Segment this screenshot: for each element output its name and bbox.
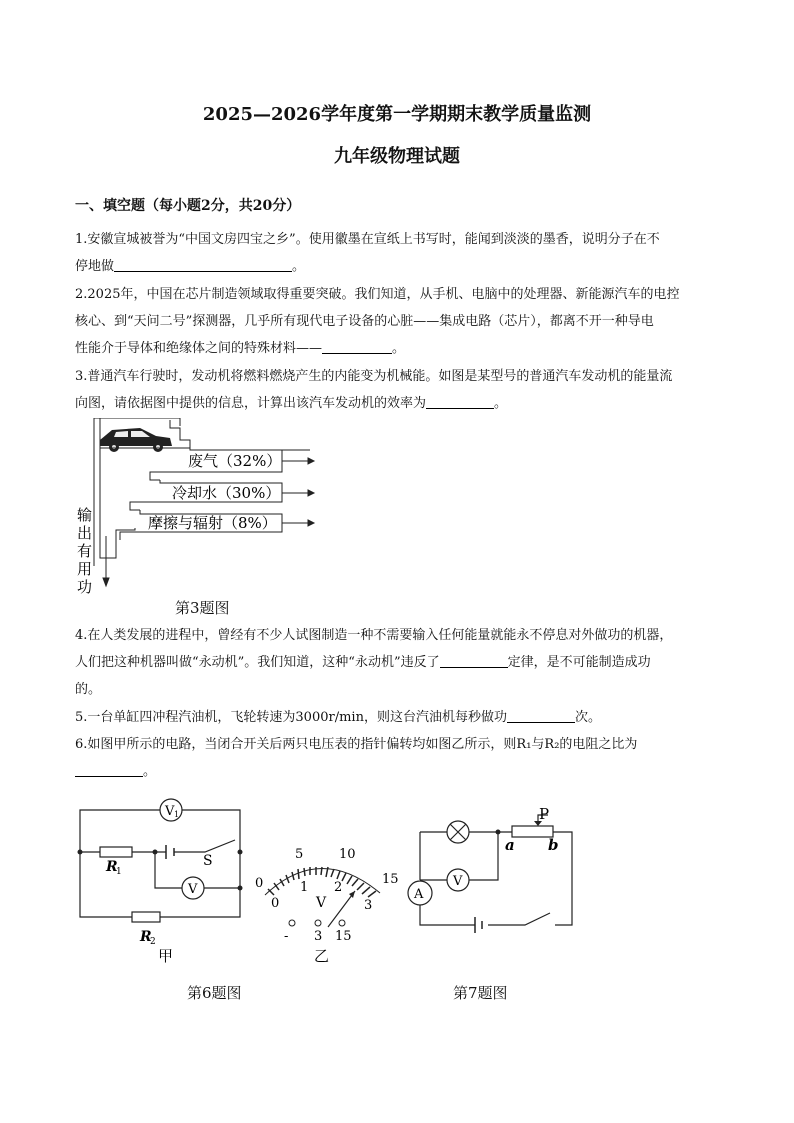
svg-text:V: V [188, 882, 198, 897]
resistor-r1 [100, 847, 132, 857]
terminal-15 [339, 920, 345, 926]
svg-text:S: S [203, 853, 213, 869]
svg-text:10: 10 [339, 847, 356, 862]
q1-line1: 1.安徽宣城被誉为“中国文房四宝之乡”。使用徽墨在宣纸上书写时，能闻到淡淡的墨香，说明分子在不 [75, 232, 660, 247]
arrow-down-icon [103, 578, 109, 586]
svg-text:1: 1 [116, 867, 122, 877]
svg-text:5: 5 [295, 847, 304, 862]
question-6 [75, 731, 720, 785]
q4-line2: 人们把这种机器叫做“永动机”。我们知道，这种“永动机”违反了 定律，是不可能制造成功 [75, 655, 651, 670]
q6-answer-blank[interactable] [75, 762, 143, 777]
terminal-3 [315, 920, 321, 926]
section-heading: 一、填空题（每小题2分，共20分） [75, 198, 301, 214]
dial-pointer [328, 891, 355, 927]
svg-text:用: 用 [77, 560, 93, 578]
svg-text:有: 有 [77, 542, 93, 560]
q6-line1: 6.如图甲所示的电路，当闭合开关后两只电压表的指针偏转均如图乙所示，则R₁与R₂的电阻之比为 [75, 737, 638, 752]
svg-text:输: 输 [77, 506, 93, 524]
svg-text:0: 0 [255, 876, 264, 891]
q4-line3: 的。 [75, 682, 102, 697]
exam-subtitle: 九年级物理试题 [334, 146, 460, 167]
output-work-label [77, 506, 92, 596]
label-yi: 乙 [314, 947, 330, 965]
svg-text:出: 出 [77, 524, 93, 542]
resistor-r2 [132, 912, 160, 922]
q4-answer-blank[interactable] [440, 653, 508, 668]
q4-line1: 4.在人类发展的进程中，曾经有不少人试图制造一种不需要输入任何能量就能永不停息对外做功的机器， [75, 628, 673, 643]
svg-text:-: - [284, 929, 289, 944]
q1-line2: 停地做 。 [75, 259, 306, 274]
terminal-minus [289, 920, 295, 926]
svg-text:V: V [316, 895, 327, 911]
q3-line2: 向图，请依据图中提供的信息，计算出该汽车发动机的效率为 。 [75, 396, 508, 411]
q5-line: 5.一台单缸四冲程汽油机，飞轮转速为3000r/min，则这台汽油机每秒做功 次。 [75, 710, 601, 725]
q6-line2: 。 [75, 758, 720, 785]
rheostat [512, 826, 553, 837]
svg-text:V: V [453, 874, 463, 889]
svg-text:2: 2 [334, 880, 343, 895]
arrow-icon [308, 520, 314, 526]
arrow-icon [308, 490, 314, 496]
q5-answer-blank[interactable] [507, 708, 575, 723]
question-5 [75, 704, 720, 731]
q1-answer-blank[interactable] [114, 257, 292, 272]
friction-label: 摩擦与辐射（8%） [148, 514, 277, 532]
svg-text:R: R [106, 859, 118, 875]
figure-7-caption: 第7题图 [453, 984, 508, 1002]
figure-3-energy-flow [70, 418, 330, 598]
coolant-label: 冷却水（30%） [172, 484, 281, 502]
arrow-icon [308, 458, 314, 464]
q2-line3: 性能介于导体和绝缘体之间的特殊材料—— 。 [75, 341, 406, 356]
exam-title: 2025—2026学年度第一学期期末教学质量监测 [202, 104, 592, 125]
svg-text:b: b [548, 836, 559, 854]
svg-text:功: 功 [77, 578, 93, 596]
svg-text:15: 15 [335, 929, 352, 944]
label-jia: 甲 [158, 947, 174, 965]
svg-text:V: V [165, 804, 175, 819]
svg-text:P: P [539, 805, 550, 823]
svg-text:15: 15 [382, 872, 399, 887]
q2-answer-blank[interactable] [322, 339, 392, 354]
svg-text:A: A [414, 887, 424, 902]
svg-text:3: 3 [314, 929, 323, 944]
q3-line1: 3.普通汽车行驶时，发动机将燃料燃烧产生的内能变为机械能。如图是某型号的普通汽车发动机的能量流 [75, 369, 673, 384]
svg-text:3: 3 [364, 898, 373, 913]
figure-3-caption: 第3题图 [175, 599, 230, 617]
question-3 [75, 363, 720, 417]
figure-6-caption: 第6题图 [187, 984, 242, 1002]
svg-text:a: a [505, 836, 515, 854]
voltmeter-dial [255, 847, 399, 965]
question-4 [75, 622, 720, 703]
q2-line1: 2.2025年，中国在芯片制造领域取得重要突破。我们知道，从手机、电脑中的处理器、新能源汽车的电控 [75, 287, 680, 302]
question-1 [75, 226, 720, 280]
svg-text:0: 0 [271, 896, 280, 911]
figure-6-7-circuits [70, 795, 580, 970]
question-2 [75, 281, 720, 362]
svg-text:1: 1 [174, 810, 180, 819]
q2-line2: 核心、到“天问二号”探测器，几乎所有现代电子设备的心脏——集成电路（芯片），都离不开一种导电 [75, 314, 654, 329]
svg-text:2: 2 [150, 937, 156, 947]
exhaust-label: 废气（32%） [188, 452, 282, 470]
svg-text:R: R [140, 929, 152, 945]
q3-answer-blank[interactable] [426, 394, 494, 409]
svg-text:1: 1 [300, 880, 309, 895]
